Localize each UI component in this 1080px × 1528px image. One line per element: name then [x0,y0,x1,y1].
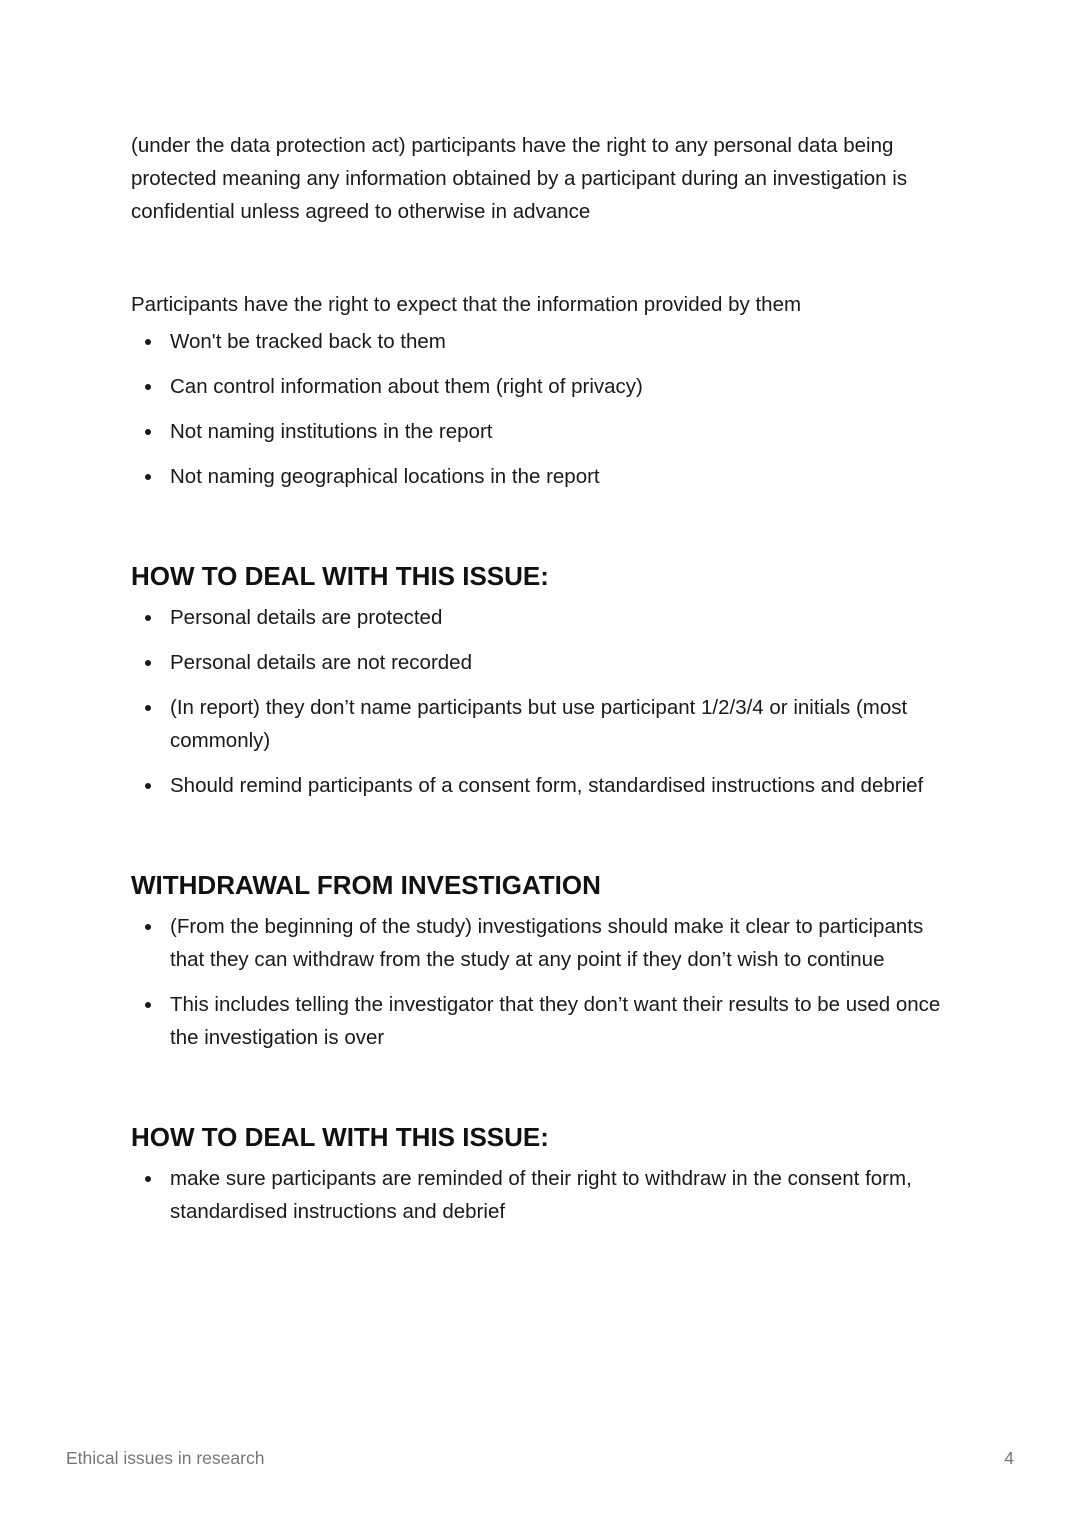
list-item: Won't be tracked back to them [131,325,951,358]
list-item: Can control information about them (right of privacy) [131,370,951,403]
list-item: Personal details are protected [131,601,951,634]
section-heading-deal-confidentiality: HOW TO DEAL WITH THIS ISSUE: [131,561,549,591]
deal-confidentiality-list [131,601,951,802]
list-item: (From the beginning of the study) investigations should make it clear to participants that they can withdraw from the study at any point if they don’t wish to continue [131,910,951,976]
list-item: Not naming geographical locations in the report [131,460,951,493]
rights-list [131,325,951,493]
rights-intro: Participants have the right to expect that the information provided by them [131,293,802,316]
footer-document-title: Ethical issues in research [66,1448,265,1468]
section-heading-withdrawal: WITHDRAWAL FROM INVESTIGATION [131,870,601,900]
list-item: Not naming institutions in the report [131,415,951,448]
footer-page-number: 4 [1004,1448,1014,1468]
list-item: Personal details are not recorded [131,646,951,679]
document-body [131,129,951,1240]
list-item: make sure participants are reminded of their right to withdraw in the consent form, standardised instructions and debrief [131,1162,951,1228]
intro-paragraph: (under the data protection act) participants have the right to any personal data being protected meaning any information obtained by a participant during an investigation is confidential unless agreed to otherwise in advance [131,134,908,223]
deal-withdrawal-list [131,1162,951,1228]
withdrawal-list [131,910,951,1054]
section-heading-deal-withdrawal: HOW TO DEAL WITH THIS ISSUE: [131,1122,549,1152]
list-item: (In report) they don’t name participants but use participant 1/2/3/4 or initials (most commonly) [131,691,951,757]
list-item: This includes telling the investigator that they don’t want their results to be used once the investigation is over [131,988,951,1054]
list-item: Should remind participants of a consent form, standardised instructions and debrief [131,769,951,802]
